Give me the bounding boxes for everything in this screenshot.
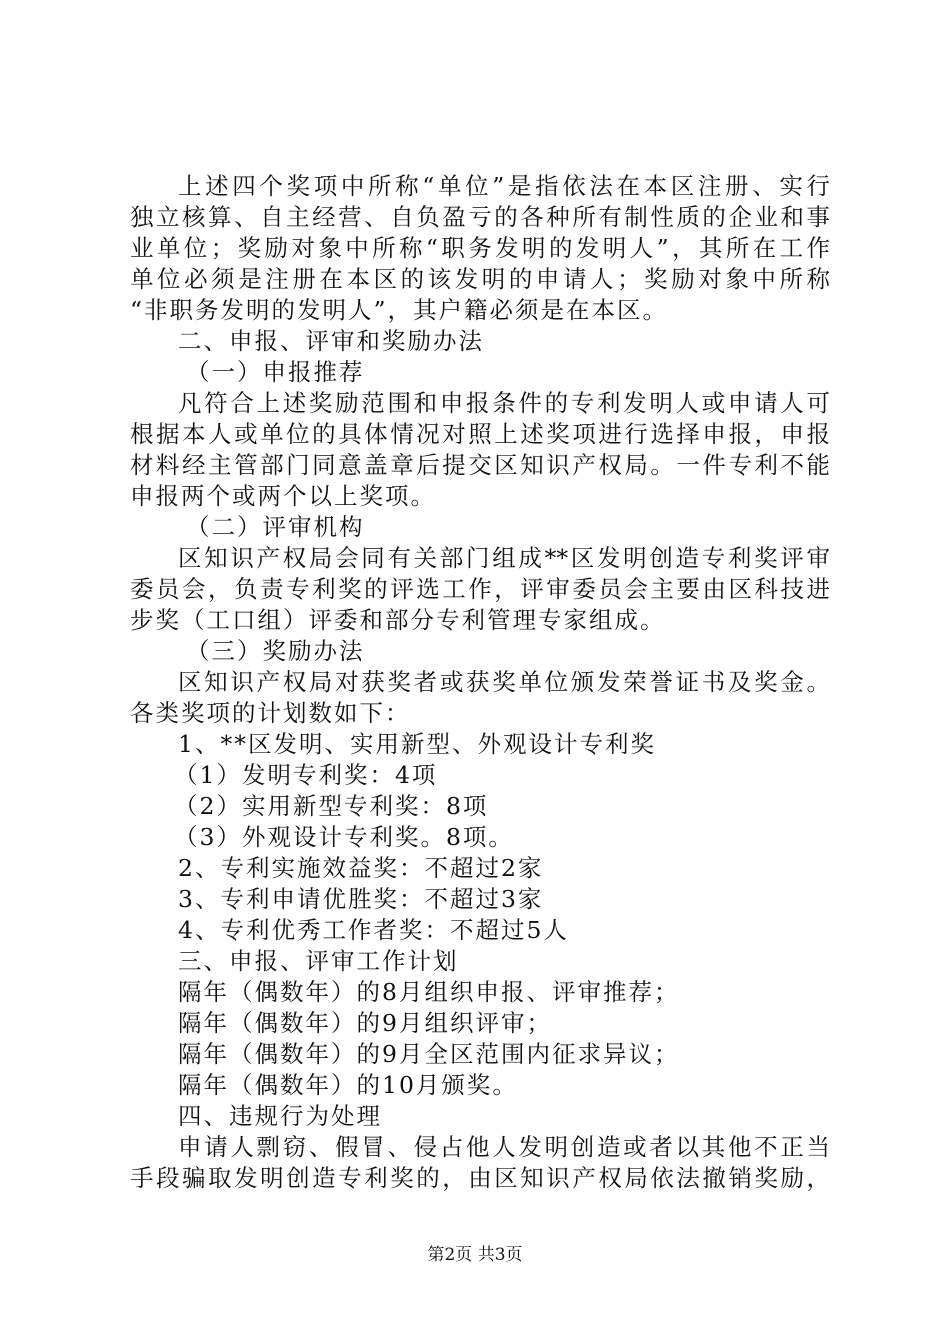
subsection-heading: （三）奖励办法 <box>186 637 365 665</box>
paragraph-line: 手段骗取发明创造专利奖的，由区知识产权局依法撤销奖励， <box>130 1164 830 1192</box>
document-body <box>130 171 830 1194</box>
list-item: 2、专利实施效益奖：不超过2家 <box>178 854 544 882</box>
paragraph-line: 材料经主管部门同意盖章后提交区知识产权局。一件专利不能 <box>130 451 830 479</box>
schedule-item: 隔年（偶数年）的9月组织评审； <box>178 1009 552 1037</box>
paragraph-line: 申请人剽窃、假冒、侵占他人发明创造或者以其他不正当 <box>178 1133 830 1161</box>
subsection-heading: （二）评审机构 <box>186 513 365 541</box>
paragraph-line: 委员会，负责专利奖的评选工作，评审委员会主要由区科技进 <box>130 575 830 603</box>
schedule-item: 隔年（偶数年）的9月全区范围内征求异议； <box>178 1040 680 1068</box>
paragraph-line: 独立核算、自主经营、自负盈亏的各种所有制性质的企业和事 <box>130 203 830 231</box>
schedule-item: 隔年（偶数年）的8月组织申报、评审推荐； <box>178 978 680 1006</box>
paragraph-line: 单位必须是注册在本区的该发明的申请人；奖励对象中所称 <box>130 265 830 293</box>
page-number-footer: 第2页 共3页 <box>427 1245 523 1265</box>
paragraph-line: 根据本人或单位的具体情况对照上述奖项进行选择申报，申报 <box>130 420 830 448</box>
schedule-item: 隔年（偶数年）的10月颁奖。 <box>178 1071 518 1099</box>
paragraph-line: 区知识产权局对获奖者或获奖单位颁发荣誉证书及奖金。 <box>178 668 830 696</box>
paragraph-line: 业单位；奖励对象中所称“职务发明的发明人”，其所在工作 <box>130 234 830 262</box>
subsection-heading: （一）申报推荐 <box>186 358 365 386</box>
section-heading: 二、申报、评审和奖励办法 <box>178 327 484 355</box>
list-item: 1、**区发明、实用新型、外观设计专利奖 <box>178 730 656 758</box>
list-item: （3）外观设计专利奖。8项。 <box>174 823 514 851</box>
section-heading: 三、申报、评审工作计划 <box>178 947 459 975</box>
paragraph-line: 各类奖项的计划数如下： <box>130 699 411 727</box>
paragraph-line: 上述四个奖项中所称“单位”是指依法在本区注册、实行 <box>178 172 830 200</box>
paragraph-line: “非职务发明的发明人”，其户籍必须是在本区。 <box>130 296 669 324</box>
section-heading: 四、违规行为处理 <box>178 1102 382 1130</box>
paragraph-line: 区知识产权局会同有关部门组成**区发明创造专利奖评审 <box>178 544 830 572</box>
list-item: 4、专利优秀工作者奖：不超过5人 <box>178 916 569 944</box>
paragraph-line: 步奖（工口组）评委和部分专利管理专家组成。 <box>130 606 666 634</box>
list-item: （2）实用新型专利奖：8项 <box>174 792 489 820</box>
paragraph-line: 申报两个或两个以上奖项。 <box>130 482 436 510</box>
list-item: 3、专利申请优胜奖：不超过3家 <box>178 885 544 913</box>
list-item: （1）发明专利奖：4项 <box>174 761 438 789</box>
paragraph-line: 凡符合上述奖励范围和申报条件的专利发明人或申请人可 <box>178 389 830 417</box>
